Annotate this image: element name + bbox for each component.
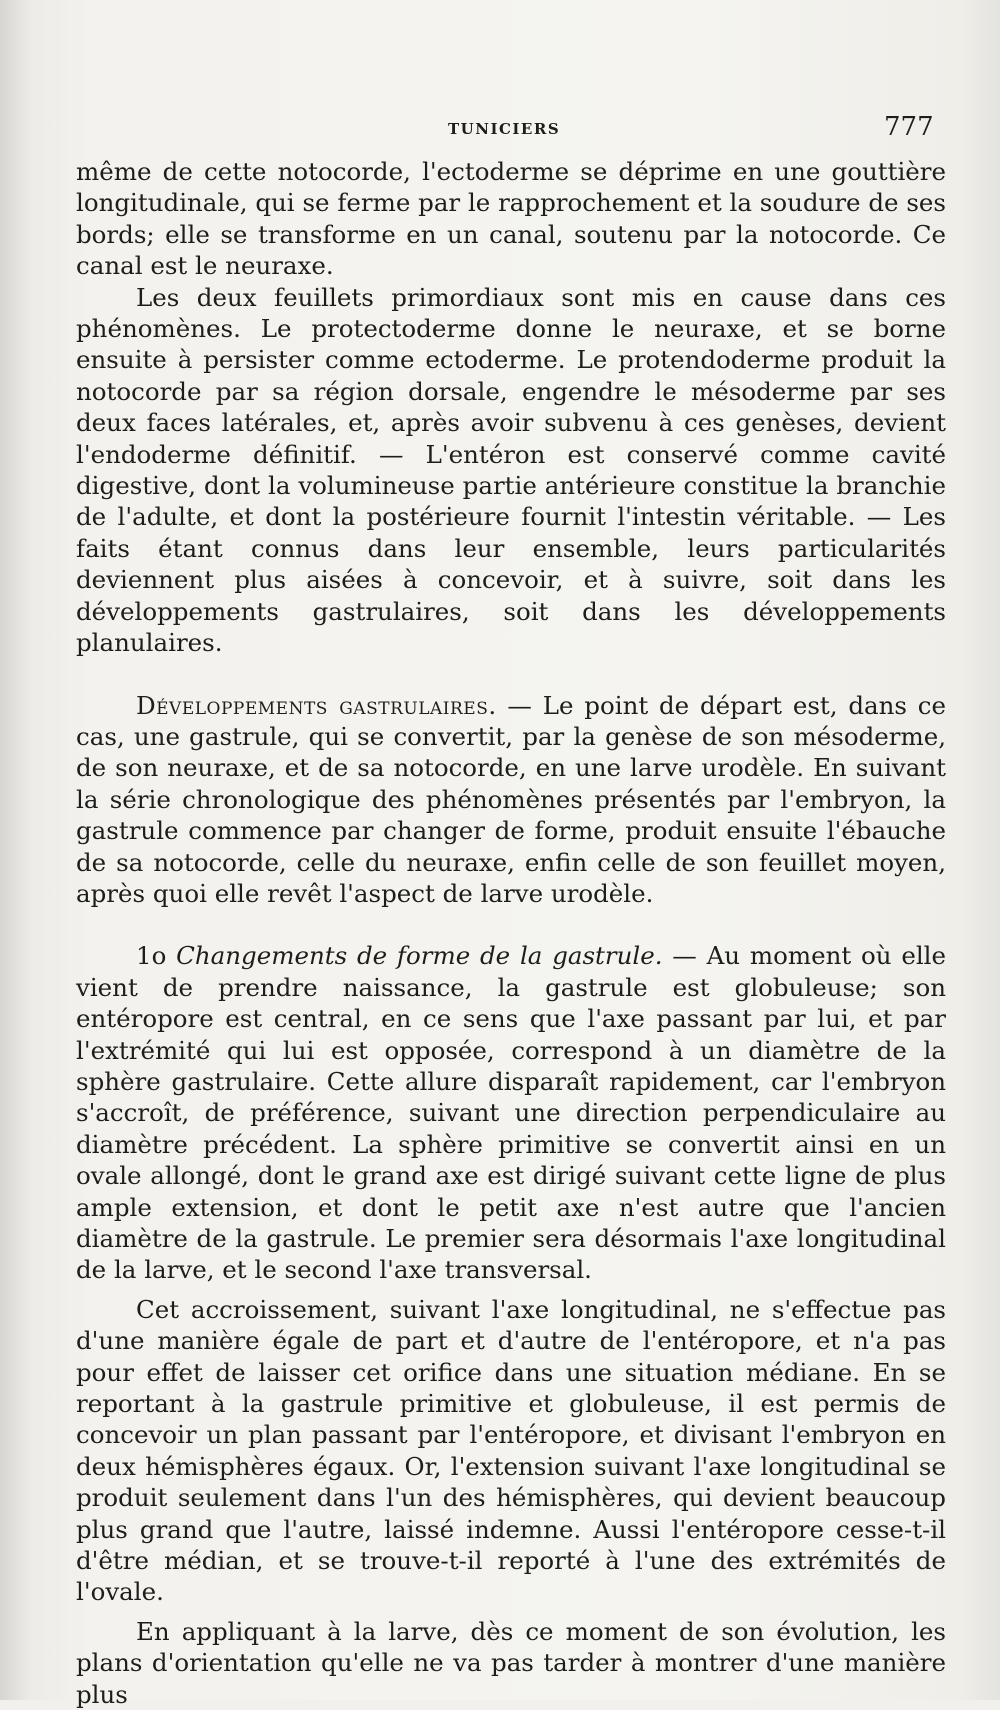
page-number: 777 xyxy=(884,112,934,142)
paragraph-6: En appliquant à la larve, dès ce moment de son évolution, les plans d'orientation qu'elle ne va pas tarder à montrer d'une manière plus xyxy=(76,1616,946,1709)
paragraph-5: Cet accroissement, suivant l'axe longitudinal, ne s'effectue pas d'une manière égale de part et d'autre de l'entéropore, et n'a pas pour effet de laisser cet orifice dans une situation médiane. En se reportant à la gastrule primitive et globuleuse, il est permis de concevoir un plan passant par l'entéropore, et divisant l'embryon en deux hémisphères égaux. Or, l'extension suivant l'axe longitudinal se produit seulement dans l'un des hémisphères, qui devient beaucoup plus grand que l'autre, laissé indemne. Aussi l'entéropore cesse-t-il d'être médian, et se trouve-t-il reporté à l'une des extrémités de l'ovale. xyxy=(76,1294,946,1607)
running-title: TUNICIERS xyxy=(448,120,561,138)
paragraph-shape-changes xyxy=(76,940,946,1285)
subsection-number: 1o xyxy=(136,941,177,971)
section-heading: Développements gastrulaires. xyxy=(136,690,497,720)
paragraph-1: même de cette notocorde, l'ectoderme se déprime en une gouttière longitudinale, qui se ferme par le rapprochement et la soudure de ses bords; elle se transforme en un canal, soutenu par la notocorde. Ce canal est le neuraxe. xyxy=(76,157,946,281)
subsection-heading: Changements de forme de la gastrule. xyxy=(176,941,663,971)
paragraph-2: Les deux feuillets primordiaux sont mis en cause dans ces phénomènes. Le protectoderme donne le neuraxe, et se borne ensuite à persister comme ectoderme. Le protendoderme produit la notocorde par sa région dorsale, engendre le mésoderme par ses deux faces latérales, et, après avoir subvenu à ces genèses, devient l'endoderme définitif. — L'entéron est conservé comme cavité digestive, dont la volumineuse partie antérieure constitue la branchie de l'adulte, et dont la postérieure fournit l'intestin véritable. — Les faits étant connus dans leur ensemble, leurs particularités deviennent plus aisées à concevoir, et à suivre, soit dans les développements gastrulaires, soit dans les développements planulaires. xyxy=(76,282,946,658)
body-text xyxy=(76,156,946,1710)
section-text: — Le point de départ est, dans ce cas, une gastrule, qui se convertit, par la genèse de son mésoderme, de son neuraxe, et de sa notocorde, en une larve urodèle. En suivant la série chronologique des phénomènes présentés par l'embryon, la gastrule commence par changer de forme, produit ensuite l'ébauche de sa notocorde, celle du neuraxe, enfin celle de son feuillet moyen, après quoi elle revêt l'aspect de larve urodèle. xyxy=(76,690,946,908)
paragraph-gastrular-developments xyxy=(76,690,946,910)
running-head xyxy=(0,112,1000,142)
subsection-text: — Au moment où elle vient de prendre naissance, la gastrule est globuleuse; son entéropore est central, en ce sens que l'axe passant par lui, et par l'extrémité qui lui est opposée, correspond à un diamètre de la sphère gastrulaire. Cette allure disparaît rapidement, car l'embryon s'accroît, de préférence, suivant une direction perpendiculaire au diamètre précédent. La sphère primitive se convertit ainsi en un ovale allongé, dont le grand axe est dirigé suivant cette ligne de plus ample extension, et dont le petit axe n'est autre que l'ancien diamètre de la gastrule. Le premier sera désormais l'axe longitudinal de la larve, et le second l'axe transversal. xyxy=(76,941,946,1285)
